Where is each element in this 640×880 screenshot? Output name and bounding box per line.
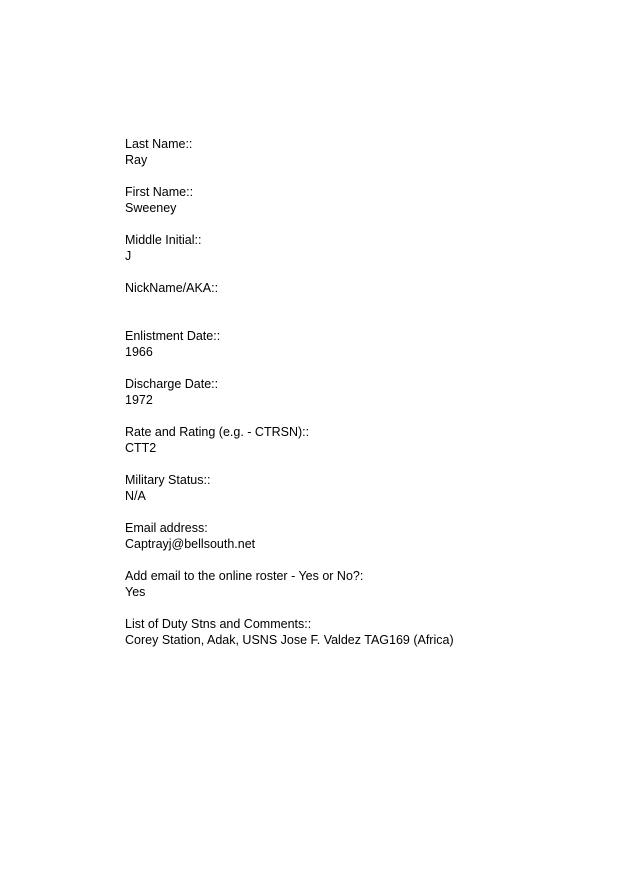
- field-value: 1972: [125, 393, 153, 407]
- field-value: [125, 296, 605, 312]
- field-label: Email address:: [125, 521, 208, 535]
- field-duty-stations: [125, 616, 605, 648]
- field-label: Enlistment Date::: [125, 329, 221, 343]
- field-nickname: [125, 280, 605, 312]
- field-rate-rating: [125, 424, 605, 456]
- field-label: List of Duty Stns and Comments::: [125, 617, 312, 631]
- field-label: Add email to the online roster - Yes or No?:: [125, 569, 364, 583]
- field-label: Rate and Rating (e.g. - CTRSN)::: [125, 425, 310, 439]
- field-value: Yes: [125, 585, 146, 599]
- field-middle-initial: [125, 232, 605, 264]
- field-last-name: [125, 136, 605, 168]
- field-label: First Name::: [125, 185, 194, 199]
- field-value: J: [125, 249, 132, 263]
- field-label: Discharge Date::: [125, 377, 219, 391]
- field-email-address: [125, 520, 605, 552]
- document-body: [125, 136, 605, 664]
- field-value: N/A: [125, 489, 146, 503]
- field-value: 1966: [125, 345, 153, 359]
- field-label: Last Name::: [125, 137, 193, 151]
- field-label: Middle Initial::: [125, 233, 202, 247]
- field-value: Corey Station, Adak, USNS Jose F. Valdez TAG169 (Africa): [125, 633, 454, 647]
- field-value: Captrayj@bellsouth.net: [125, 537, 256, 551]
- field-label: Military Status::: [125, 473, 211, 487]
- field-value: Ray: [125, 153, 148, 167]
- field-first-name: [125, 184, 605, 216]
- field-value: CTT2: [125, 441, 157, 455]
- field-discharge-date: [125, 376, 605, 408]
- field-label: NickName/AKA::: [125, 281, 219, 295]
- field-value: Sweeney: [125, 201, 177, 215]
- field-add-email-roster: [125, 568, 605, 600]
- field-enlistment-date: [125, 328, 605, 360]
- field-military-status: [125, 472, 605, 504]
